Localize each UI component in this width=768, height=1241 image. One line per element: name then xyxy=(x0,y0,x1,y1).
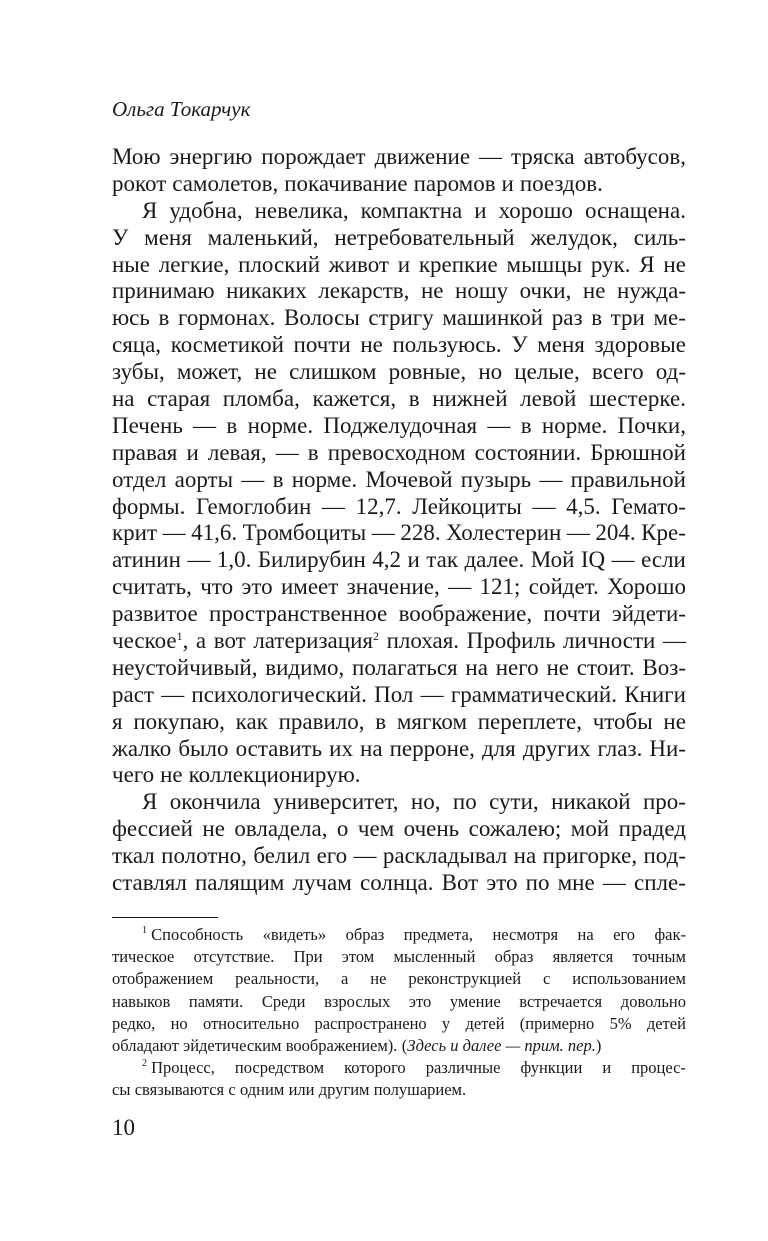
text-line: зубы, может, не слишком ровные, но целые, всего од- xyxy=(112,359,686,385)
text-line: атинин — 1,0. Билирубин 4,2 и так далее. Мой IQ — если xyxy=(112,547,686,573)
footnote-line: сы связываются с одним или другим полушарием. xyxy=(112,1080,467,1100)
text-line: крит — 41,6. Тромбоциты — 228. Холестерин — 204. Кре- xyxy=(112,520,686,546)
text-line: Я окончила университет, но, по сути, никакой про- xyxy=(142,789,686,815)
footnote-line: обладают эйдетическим воображением). (Здесь и далее — прим. пер.) xyxy=(112,1035,602,1055)
text-line: У меня маленький, нетребовательный желудок, силь- xyxy=(112,224,686,250)
text-line: рокот самолетов, покачивание паромов и поездов. xyxy=(112,170,603,196)
page-number: 10 xyxy=(112,1115,135,1140)
text-line: отдел аорты — в норме. Мочевой пузырь — правильной xyxy=(112,466,686,492)
footnote-line: тическое отсутствие. При этом мысленный образ является точным xyxy=(112,947,686,967)
text-line: я покупаю, как правило, в мягком переплете, чтобы не xyxy=(112,708,686,734)
running-header-author: Ольга Токарчук xyxy=(112,97,251,121)
text-line: Мою энергию порождает движение — тряска автобусов, xyxy=(112,144,686,169)
text-line: жалко было оставить их на перроне, для других глаз. Ни- xyxy=(112,735,686,761)
text-line: юсь в гормонах. Волосы стригу машинкой раз в три ме- xyxy=(112,305,686,331)
footnote-marker: 2 xyxy=(372,629,379,644)
text-line: Печень — в норме. Поджелудочная — в норме. Почки, xyxy=(112,412,686,438)
footnote-line: $^2$ Процесс, посредством которого различные функции и процес- xyxy=(142,1058,686,1078)
text-line: правая и левая, — в превосходном состоянии. Брюшной xyxy=(112,439,686,465)
text-line: формы. Гемоглобин — 12,7. Лейкоциты — 4,5. Гемато- xyxy=(112,493,686,519)
footnote-line: редко, но относительно распространено у детей (примерно 5% детей xyxy=(112,1013,686,1033)
text-line: фессией не овладела, о чем очень сожалею; мой прадед xyxy=(112,816,686,842)
text-line: сяца, косметикой почти не пользуюсь. У меня здоровые xyxy=(112,332,686,358)
footnote-line: навыков памяти. Среди взрослых это умение встречается довольно xyxy=(112,991,686,1011)
main-text xyxy=(112,144,686,897)
footnote-line: отображением реальности, а не реконструкцией с использованием xyxy=(112,969,686,989)
text-line: на старая пломба, кажется, в нижней левой шестерке. xyxy=(112,386,686,412)
text-line: развитое пространственное воображение, почти эйдети- xyxy=(112,601,686,627)
text-line: ставлял палящим лучам солнца. Вот это по мне — спле- xyxy=(112,870,686,896)
text-line: принимаю никаких лекарств, не ношу очки, не нужда- xyxy=(112,278,686,304)
text-line: Я удобна, невелика, компактна и хорошо оснащена. xyxy=(142,197,686,223)
footnote-marker: 1 xyxy=(176,629,183,644)
text-line: чего не коллекционирую. xyxy=(112,762,361,788)
text-line: ческое$^1$, а вот латеризация$^2$ плохая. Профиль личности — xyxy=(112,628,686,654)
footnote-number: 2 xyxy=(142,1058,147,1070)
text-line: неустойчивый, видимо, полагаться на него не стоит. Воз- xyxy=(112,654,686,680)
text-line: раст — психологический. Пол — грамматический. Книги xyxy=(112,681,686,707)
footnote-number: 1 xyxy=(142,925,147,936)
text-line: ные легкие, плоский живот и крепкие мышцы рук. Я не xyxy=(112,251,686,277)
footnote-separator xyxy=(112,917,218,918)
footnotes xyxy=(112,924,686,1102)
text-line: считать, что это имеет значение, — 121; сойдет. Хорошо xyxy=(112,574,686,600)
footnote-line: $^1$ Способность «видеть» образ предмета, несмотря на его фак- xyxy=(142,925,686,944)
text-line: ткал полотно, белил его — раскладывал на пригорке, под- xyxy=(112,843,686,869)
